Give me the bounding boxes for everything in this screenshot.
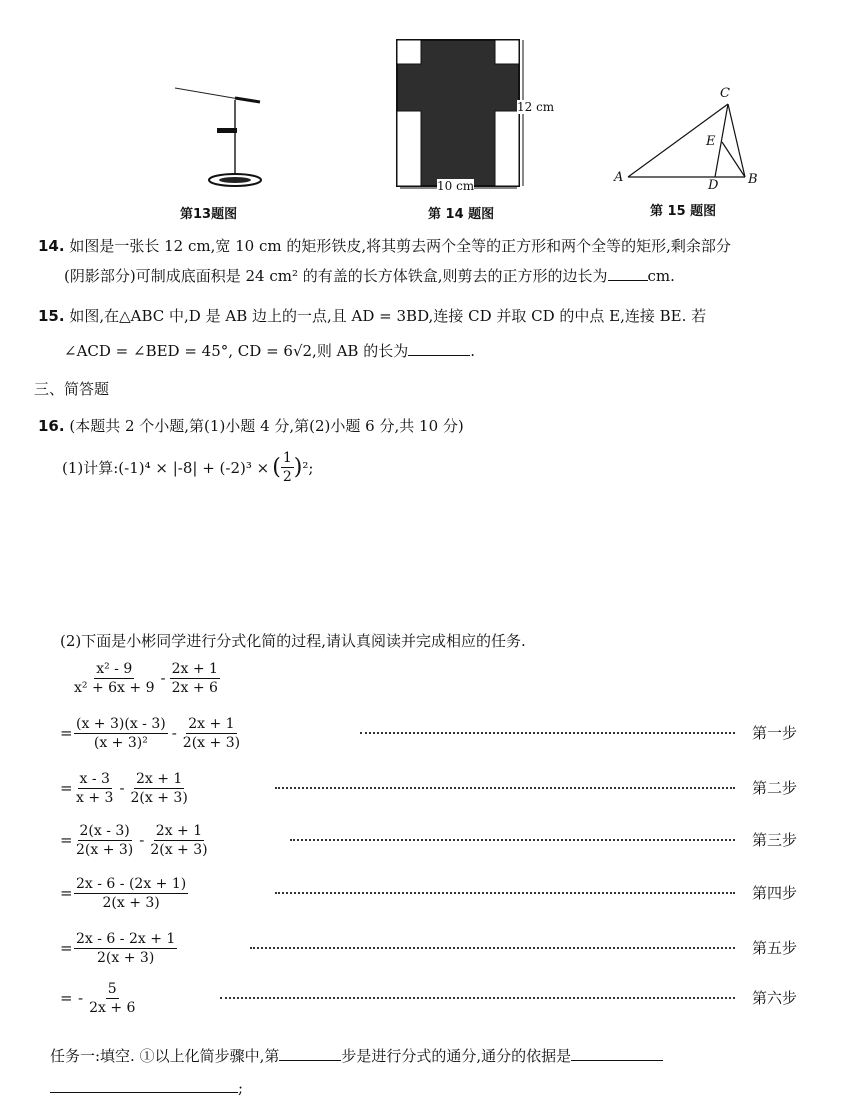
part1-expression: (1)计算:(-1)⁴ × |-8| + (-2)³ × [62,459,270,477]
fraction [74,716,168,751]
step-expression [74,765,190,811]
fraction [74,823,135,858]
fraction [74,931,177,966]
step-row [60,765,805,811]
step-label: 第六步 [751,989,797,1007]
step-label: 第二步 [751,779,797,797]
denominator: 2(x + 3) [76,841,134,858]
point-label-D: D [708,178,719,193]
point-label-C: C [720,86,730,101]
task-1-line1 [50,1045,663,1066]
step-expression [74,925,177,971]
minus-operator: - [139,831,145,849]
denominator: x + 3 [76,789,114,806]
task-1-line2 [50,1078,243,1097]
question-15-line1 [38,305,706,326]
width-label: 10 cm [437,179,475,193]
figure-15 [610,86,770,193]
numerator: 2x + 1 [188,715,235,732]
step-expression [74,817,210,863]
numerator: x - 3 [79,770,110,787]
question-14-text: 如图是一张长 12 cm,宽 10 cm 的矩形铁皮,将其剪去两个全等的正方形和两个全等的矩形,剩余部分 [69,237,731,255]
question-15-period: . [470,342,475,360]
step-row [60,817,805,863]
minus-sign: - [78,989,84,1007]
figure-14-caption: 第 14 题图 [428,207,495,222]
equals-sign: = [60,939,73,957]
step-row [60,870,805,916]
equals-sign: = [60,724,73,742]
leader-dots [250,947,735,949]
question-15-number: 15. [38,307,65,325]
fraction [148,823,209,858]
fraction [87,981,137,1016]
question-16-part1: (1)计算:(-1)⁴ × |-8| + (-2)³ × ( $\frac{1}{2}$ ) ²; [62,450,314,485]
step-expression [74,870,188,916]
equals-sign: = [60,884,73,902]
triangle-diagram [610,92,770,192]
figure-14 [395,38,560,198]
numerator: 2x - 6 - (2x + 1) [76,875,187,892]
task-1-text-b: 步是进行分式的通分,通分的依据是 [341,1047,572,1065]
fraction [129,771,190,806]
step-row [60,925,805,971]
denominator: 2(x + 3) [97,949,155,966]
point-label-B: B [748,172,758,187]
step-label: 第三步 [751,831,797,849]
numerator: (x + 3)(x - 3) [76,715,166,732]
equals-sign: = [60,831,73,849]
numerator: 2x - 6 - 2x + 1 [76,930,176,947]
step-row [60,975,805,1021]
question-14-line1 [38,235,731,256]
leader-dots [275,787,735,789]
leader-dots [275,892,735,894]
part1-fraction: $\frac{1}{2}$ [282,450,292,485]
leader-dots [360,732,735,734]
figure-13-caption: 第13题图 [180,207,238,222]
minus-operator: - [171,724,177,742]
task-1-basis-blank[interactable] [571,1046,663,1061]
step-expression [74,975,137,1021]
step-label: 第一步 [751,724,797,742]
denominator: 2(x + 3) [150,841,208,858]
figure-15-caption: 第 15 题图 [650,204,717,219]
step-expression [74,710,242,756]
leader-dots [220,997,735,999]
section-3-title: 三、简答题 [34,380,110,398]
minus-operator: - [119,779,125,797]
question-14-answer-blank[interactable] [608,266,648,281]
question-14-line2 [64,265,675,286]
task-1-step-blank[interactable] [279,1046,341,1061]
question-16-intro-text: (本题共 2 个小题,第(1)小题 4 分,第(2)小题 6 分,共 10 分) [69,417,464,435]
denominator: (x + 3)² [93,734,148,751]
fraction [181,716,242,751]
equals-sign: = [60,779,73,797]
height-label: 12 cm [517,100,555,114]
part1-tail: ²; [302,458,314,477]
lamp-figure [165,80,275,195]
step-row [60,710,805,756]
question-14-unit: cm. [647,267,675,285]
question-14-number: 14. [38,237,65,255]
question-16-intro [38,415,464,436]
equals-sign: = [60,989,73,1007]
step-label: 第四步 [751,884,797,902]
task-1-basis-blank-cont[interactable] [50,1078,238,1093]
leader-dots [290,839,735,841]
numerator: 5 [107,980,117,997]
question-15-text2: ∠ACD = ∠BED = 45°, CD = 6√2,则 AB 的长为 [64,342,409,360]
denominator: 2(x + 3) [102,894,160,911]
point-label-A: A [614,170,624,185]
question-15-line2 [64,340,475,361]
point-label-E: E [706,134,716,149]
question-16-number: 16. [38,417,65,435]
numerator: 2x + 1 [155,822,203,839]
denominator: 2(x + 3) [182,734,241,751]
fraction [74,771,115,806]
step-label: 第五步 [751,939,797,957]
figure-13 [165,80,275,195]
numerator: 2(x - 3) [79,822,130,839]
denominator: 2(x + 3) [130,789,188,806]
question-16-part2-intro: (2)下面是小彬同学进行分式化简的过程,请认真阅读并完成相应的任务. [60,632,526,650]
task-1-end: ; [238,1079,244,1097]
fraction [74,876,188,911]
denominator: 2x + 6 [89,999,136,1016]
question-14-text2: (阴影部分)可制成底面积是 24 cm² 的有盖的长方体铁盒,则剪去的正方形的边长为 [64,267,608,285]
task-1-text-a: 任务一:填空. ①以上化简步骤中,第 [50,1047,280,1065]
sheet-diagram [395,38,560,198]
start-expression: $\frac{\text{x² - 9}}{\text{x² + 6x + 9}}$ - $\frac{2x + 1}{2x + 6}$ [74,660,218,696]
question-15-answer-blank[interactable] [408,341,470,356]
numerator: 2x + 1 [135,770,183,787]
question-15-text: 如图,在△ABC 中,D 是 AB 边上的一点,且 AD = 3BD,连接 CD 并取 CD 的中点 E,连接 BE. 若 [69,307,707,325]
